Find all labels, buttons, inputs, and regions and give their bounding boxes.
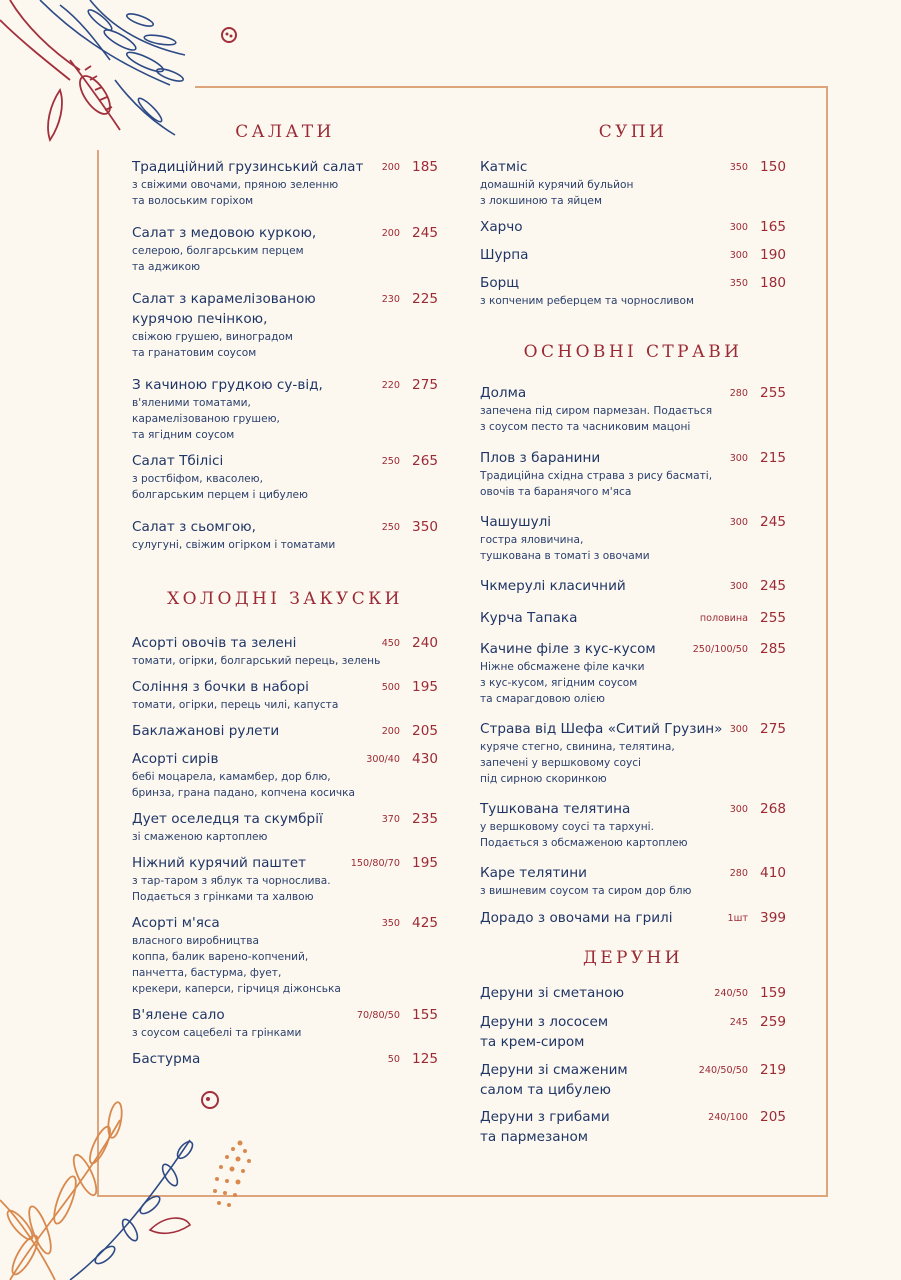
menu-item <box>480 908 786 928</box>
menu-item <box>132 749 438 801</box>
menu-item-weight: 350 <box>729 162 748 173</box>
menu-item <box>480 1107 786 1147</box>
menu-item-header <box>132 375 438 395</box>
menu-item-weight: 350 <box>381 918 400 929</box>
menu-item-header <box>480 799 786 819</box>
menu-item <box>480 512 786 564</box>
menu-item-description: з свіжими овочами, пряною зеленню та волоським горіхом <box>132 179 339 207</box>
menu-item <box>132 375 438 443</box>
menu-item-header <box>480 863 786 883</box>
menu-item-name: Чашушулі <box>480 514 552 530</box>
menu-item <box>132 1005 438 1041</box>
menu-item-name-line2: та пармезаном <box>480 1129 589 1145</box>
menu-item-price: 399 <box>760 910 786 926</box>
menu-item-header <box>132 517 438 537</box>
menu-item-header <box>480 512 786 532</box>
menu-item-price: 275 <box>760 721 786 737</box>
menu-item-name: Каре телятини <box>480 865 587 881</box>
menu-item-price: 430 <box>412 751 438 767</box>
menu-item-header <box>132 1005 438 1025</box>
menu-item-weight: 300 <box>729 724 748 735</box>
menu-item-name: Асорті сирів <box>132 751 219 767</box>
menu-item-description: селерою, болгарським перцем та аджикою <box>132 245 304 273</box>
menu-item-weight: 220 <box>381 380 400 391</box>
menu-item-description: з вишневим соусом та сиром дор блю <box>480 885 692 897</box>
menu-item-weight: 150/80/70 <box>350 858 400 869</box>
menu-item-description: Ніжне обсмажене філе качки з кус-кусом, ягідним соусом та смарагдовою олією <box>480 661 645 705</box>
menu-item-name: Бастурма <box>132 1051 201 1067</box>
menu-item-weight: 250/100/50 <box>692 644 748 655</box>
menu-item-name: Катміс <box>480 159 528 175</box>
menu-item-weight: 300/40 <box>366 754 400 765</box>
menu-item <box>132 809 438 845</box>
menu-item-weight: 245 <box>729 1017 748 1028</box>
menu-item-weight: 280 <box>729 388 748 399</box>
menu-item-price: 240 <box>412 635 438 651</box>
menu-item-weight: 300 <box>729 581 748 592</box>
seed-dots-icon <box>205 1135 260 1210</box>
menu-item-description: з соусом сацебелі та грінками <box>132 1027 302 1039</box>
menu-item <box>480 273 786 309</box>
menu-item-description: власного виробництва коппа, балик варено-копчений, панчетта, бастурма, фует, крекери, каперси, гірчиця діжонська <box>132 935 341 995</box>
menu-item-header <box>480 983 786 1003</box>
menu-item-weight: 300 <box>729 804 748 815</box>
menu-item-weight: 50 <box>387 1054 400 1065</box>
menu-item-description: з тар-таром з яблук та чорнослива. Подається з грінками та халвою <box>132 875 331 903</box>
menu-item-header <box>132 633 438 653</box>
menu-item-price: 180 <box>760 275 786 291</box>
menu-item-name: Страва від Шефа «Ситий Грузин» <box>480 721 723 737</box>
menu-item <box>132 721 438 741</box>
menu-item-header <box>480 719 786 739</box>
menu-item-price: 165 <box>760 219 786 235</box>
menu-item-price: 205 <box>760 1109 786 1125</box>
menu-item-name-line2: салом та цибулею <box>480 1082 611 1098</box>
menu-item-price: 205 <box>412 723 438 739</box>
menu-item-header <box>480 1060 786 1080</box>
menu-item-description: зі смаженою картоплею <box>132 831 268 843</box>
menu-item-price: 259 <box>760 1014 786 1030</box>
menu-item-description: томати, огірки, болгарський перець, зелень <box>132 655 381 667</box>
section-title-cold: ХОЛОДНІ ЗАКУСКИ <box>167 589 403 609</box>
menu-item-weight: 1шт <box>727 913 748 924</box>
menu-item <box>480 576 786 596</box>
menu-item-name: Дует оселедця та скумбрії <box>132 811 323 827</box>
menu-item-weight: 280 <box>729 868 748 879</box>
menu-item-name: Салат з сьомгою, <box>132 519 256 535</box>
menu-item-weight: 200 <box>381 162 400 173</box>
menu-item-description: у вершковому соусі та тархуні. Подається з обсмаженою картоплею <box>480 821 688 849</box>
menu-item-name: Асорті м'яса <box>132 915 220 931</box>
menu-item <box>480 639 786 707</box>
menu-item-header <box>480 576 786 596</box>
section-title-soups: СУПИ <box>598 122 668 142</box>
menu-item-name: Асорті овочів та зелені <box>132 635 297 651</box>
menu-item-name: Традиційний грузинський салат <box>132 159 364 175</box>
menu-item-header <box>480 157 786 177</box>
menu-item <box>480 983 786 1003</box>
menu-item-price: 150 <box>760 159 786 175</box>
menu-item <box>132 517 438 553</box>
menu-item-name: Деруни зі сметаною <box>480 985 625 1001</box>
menu-item <box>132 289 438 361</box>
menu-item-header <box>132 157 438 177</box>
menu-item-description: Традиційна східна страва з рису басматі, овочів та баранячого м'яса <box>480 470 713 498</box>
menu-item-weight: 350 <box>729 278 748 289</box>
menu-item-description: гостра яловичина, тушкована в томаті з овочами <box>480 534 650 562</box>
menu-item-header <box>132 289 438 309</box>
menu-item <box>480 217 786 237</box>
menu-item-header <box>132 913 438 933</box>
menu-item-price: 275 <box>412 377 438 393</box>
berry-icon <box>218 24 240 46</box>
menu-item-weight: 300 <box>729 453 748 464</box>
section-title-main: ОСНОВНІ СТРАВИ <box>523 342 743 362</box>
menu-item-description: свіжою грушею, виноградом та гранатовим соусом <box>132 331 293 359</box>
menu-item-header <box>132 749 438 769</box>
menu-item-name: Долма <box>480 385 527 401</box>
menu-item-weight: 250 <box>381 522 400 533</box>
menu-item-price: 155 <box>412 1007 438 1023</box>
menu-item <box>132 913 438 997</box>
menu-item-weight: 300 <box>729 517 748 528</box>
menu-item-name: Деруни з лососем <box>480 1014 609 1030</box>
menu-item-description: з ростбіфом, квасолею, болгарським перцем і цибулею <box>132 473 308 501</box>
menu-item-price: 425 <box>412 915 438 931</box>
menu-item-weight: 450 <box>381 638 400 649</box>
menu-item-name: Борщ <box>480 275 520 291</box>
menu-item-price: 195 <box>412 855 438 871</box>
menu-item-name: Тушкована телятина <box>480 801 631 817</box>
menu-item-price: 268 <box>760 801 786 817</box>
menu-item-header <box>132 1049 438 1069</box>
menu-item-header <box>480 639 786 659</box>
menu-item-weight: 300 <box>729 250 748 261</box>
menu-item-header <box>132 677 438 697</box>
menu-item-name: В'ялене сало <box>132 1007 225 1023</box>
menu-item-weight: 240/100 <box>708 1112 748 1123</box>
menu-item <box>480 245 786 265</box>
menu-item-price: 219 <box>760 1062 786 1078</box>
section-title-salads: САЛАТИ <box>235 122 335 142</box>
menu-item-name-line2: та крем-сиром <box>480 1034 585 1050</box>
menu-item-header <box>480 1107 786 1127</box>
menu-item-price: 185 <box>412 159 438 175</box>
menu-item-name: Курча Тапака <box>480 610 578 626</box>
menu-item-price: 285 <box>760 641 786 657</box>
menu-item-header <box>480 217 786 237</box>
menu-item-price: 265 <box>412 453 438 469</box>
menu-item <box>132 853 438 905</box>
menu-item-name: Чкмерулі класичний <box>480 578 626 594</box>
menu-item-name: З качиною грудкою су-від, <box>132 377 323 393</box>
menu-item-description: томати, огірки, перець чилі, капуста <box>132 699 339 711</box>
menu-item-name: Качине філе з кус-кусом <box>480 641 656 657</box>
menu-item <box>132 633 438 669</box>
menu-item-weight: 500 <box>381 682 400 693</box>
menu-item-description: бебі моцарела, камамбер, дор блю, бринза, грана падано, копчена косичка <box>132 771 355 799</box>
menu-item-price: 225 <box>412 291 438 307</box>
menu-item-header <box>480 383 786 403</box>
menu-item <box>480 383 786 435</box>
menu-item-description: в'яленими томатами, карамелізованою грушею, та ягідним соусом <box>132 397 280 441</box>
menu-item-header <box>132 223 438 243</box>
menu-item-header <box>480 273 786 293</box>
menu-item <box>132 677 438 713</box>
menu-item-name: Соління з бочки в наборі <box>132 679 309 695</box>
menu-item-price: 255 <box>760 610 786 626</box>
menu-item-weight: 230 <box>381 294 400 305</box>
menu-item-price: 245 <box>412 225 438 241</box>
menu-item <box>480 719 786 787</box>
menu-item-weight: 200 <box>381 726 400 737</box>
menu-item-weight: 200 <box>381 228 400 239</box>
menu-item <box>480 608 786 628</box>
menu-item-header <box>480 448 786 468</box>
menu-item <box>480 1012 786 1052</box>
menu-item <box>480 157 786 209</box>
menu-item-weight: половина <box>699 613 748 624</box>
menu-item-name: Шурпа <box>480 247 529 263</box>
menu-item-price: 245 <box>760 514 786 530</box>
menu-item-price: 195 <box>412 679 438 695</box>
menu-item-weight: 370 <box>381 814 400 825</box>
menu-item-name: Деруни зі смаженим <box>480 1062 628 1078</box>
menu-item-header <box>480 908 786 928</box>
menu-item <box>132 1049 438 1069</box>
menu-item-weight: 70/80/50 <box>356 1010 400 1021</box>
menu-item-name: Салат Тбілісі <box>132 453 224 469</box>
menu-item-name: Ніжний курячий паштет <box>132 855 307 871</box>
menu-item-header <box>480 245 786 265</box>
menu-item-price: 125 <box>412 1051 438 1067</box>
menu-item-price: 245 <box>760 578 786 594</box>
menu-item-price: 159 <box>760 985 786 1001</box>
menu-item <box>132 223 438 275</box>
menu-item <box>480 1060 786 1100</box>
menu-item <box>132 157 438 209</box>
menu-item-name-line2: курячою печінкою, <box>132 311 268 327</box>
menu-item <box>480 799 786 851</box>
section-title-deruny: ДЕРУНИ <box>582 948 683 968</box>
menu-item-name: Салат з медовою куркою, <box>132 225 317 241</box>
menu-item <box>480 863 786 899</box>
menu-item-price: 255 <box>760 385 786 401</box>
menu-item-name: Харчо <box>480 219 523 235</box>
menu-item-header <box>132 809 438 829</box>
menu-item-price: 190 <box>760 247 786 263</box>
menu-item-name: Салат з карамелізованою <box>132 291 316 307</box>
menu-item <box>132 451 438 503</box>
menu-item-description: куряче стегно, свинина, телятина, запечені у вершковому соусі під сирною скоринкою <box>480 741 675 785</box>
menu-item-name: Баклажанові рулети <box>132 723 280 739</box>
menu-item-header <box>132 853 438 873</box>
menu-item <box>480 448 786 500</box>
menu-item-name: Плов з баранини <box>480 450 601 466</box>
menu-item-description: сулугуні, свіжим огірком і томатами <box>132 539 336 551</box>
menu-item-price: 215 <box>760 450 786 466</box>
menu-item-price: 350 <box>412 519 438 535</box>
menu-item-description: з копченим реберцем та чорносливом <box>480 295 694 307</box>
menu-item-header <box>132 721 438 741</box>
menu-item-weight: 300 <box>729 222 748 233</box>
menu-item-description: запечена під сиром пармезан. Подається з соусом песто та часниковим мацоні <box>480 405 713 433</box>
menu-item-description: домашній курячий бульйон з локшиною та яйцем <box>480 179 634 207</box>
menu-item-price: 235 <box>412 811 438 827</box>
menu-item-header <box>480 608 786 628</box>
menu-item-header <box>480 1012 786 1032</box>
menu-item-weight: 250 <box>381 456 400 467</box>
menu-item-weight: 240/50/50 <box>698 1065 748 1076</box>
menu-item-name: Дорадо з овочами на грилі <box>480 910 673 926</box>
menu-item-name: Деруни з грибами <box>480 1109 610 1125</box>
menu-item-price: 410 <box>760 865 786 881</box>
menu-item-header <box>132 451 438 471</box>
menu-item-weight: 240/50 <box>714 988 748 999</box>
